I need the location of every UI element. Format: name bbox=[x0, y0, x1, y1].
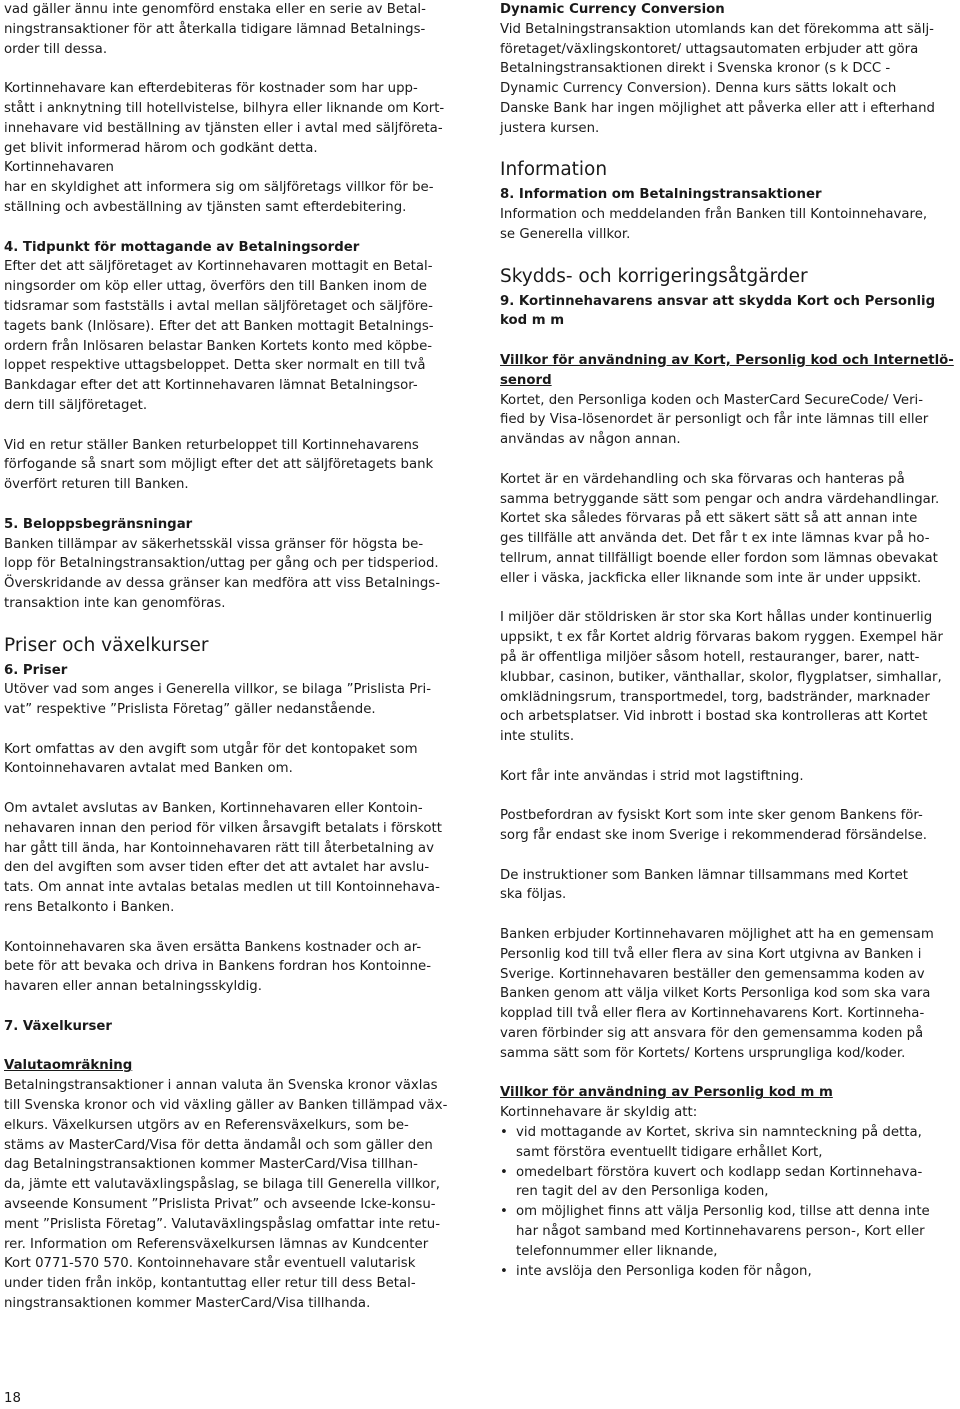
spacer bbox=[4, 1037, 462, 1057]
prices-heading: Priser och växelkurser bbox=[4, 634, 209, 656]
paragraph-hotel-2: Kortinnehavaren har en skyldighet att informera sig om säljföretags villkor för be- ställning och avbeställning av tjänsten samt efterdebitering. bbox=[4, 160, 434, 215]
list-item: • omedelbart förstöra kuvert och kodlapp sedan Kortinnehava- ren tagit del av den Personliga koden, bbox=[516, 1163, 956, 1203]
section-6-heading: 6. Priser bbox=[4, 662, 68, 678]
section-6-paragraph-2: Kort omfattas av den avgift som utgår för det kontopaket som Kontoinnehavaren avtalat med Banken om. bbox=[4, 741, 418, 777]
usage-terms-paragraph-6: De instruktioner som Banken lämnar tillsammans med Kortet ska följas. bbox=[500, 867, 908, 903]
section-4-heading: 4. Tidpunkt för mottagande av Betalningsorder bbox=[4, 239, 360, 255]
usage-terms-paragraph-1: Kortet, den Personliga koden och MasterCard SecureCode/ Veri- fied by Visa-lösenordet är personligt och får inte lämnas till eller användas av någon annan. bbox=[500, 392, 929, 448]
list-item: • om möjlighet finns att välja Personlig kod, tillse att denna inte har något samband med Kortinnehavarens person-, Kort eller telefonnummer eller liknande, bbox=[516, 1202, 956, 1261]
usage-terms-heading: Villkor för användning av Kort, Personlig kod och Internetlö- senord bbox=[500, 352, 954, 388]
pin-terms-intro: Kortinnehavare är skyldig att: bbox=[500, 1105, 698, 1121]
currency-conversion-paragraph: Betalningstransaktioner i annan valuta än Svenska kronor växlas till Svenska kronor och vid växling gäller av Banken tillämpad väx- elkurs. Växelkursen utgörs av en Referensväxelkurs, som be- stäms av MasterCard/Visa för detta ändamål och som gäller den dag Betalningstransaktionen kommer MasterCard/Visa tillhan- da, jämte ett valutaväxlingspåslag, se bilaga till Generella villkor, avseende Konsument ”Prislista Privat” och avseende Icke-konsu- ment ”Prislista Företag”. Valutaväxlingspåslag omfattar inte retu- rer. Information om Referensväxelkursen lämnas av Kundcenter Kort 0771-570 570. Kontoinnehavare står eventuell valutarisk under tiden från inköp, kontantuttag eller retur till dess Betal- ningstransaktionen kommer MasterCard/Visa tillhanda. bbox=[4, 1078, 448, 1311]
paragraph-intro: vad gäller ännu inte genomförd enstaka eller en serie av Betal- ningstransaktioner för att återkalla tidigare lämnad Betalnings- order till dessa. bbox=[4, 2, 426, 57]
section-8-paragraph: Information och meddelanden från Banken till Kontoinnehavare, se Generella villkor. bbox=[500, 207, 928, 242]
section-6-paragraph-1: Utöver vad som anges i Generella villkor, se bilaga ”Prislista Pri- vat” respektive ”Prislista Företag” gäller nedanstående. bbox=[4, 682, 432, 718]
section-9-heading: 9. Kortinnehavarens ansvar att skydda Kort och Personlig kod m m bbox=[500, 293, 936, 329]
section-6-paragraph-4: Kontoinnehavaren ska även ersätta Bankens kostnader och ar- bete för att bevaka och driva in Bankens fordran hos Kontoinne- havaren eller annan betalningsskyldig. bbox=[4, 939, 431, 995]
left-column bbox=[4, 0, 462, 1334]
usage-terms-paragraph-7: Banken erbjuder Kortinnehavaren möjlighet att ha en gemensam Personlig kod till två eller flera av sina Kort utgivna av Banken i Sverige. Kortinnehavaren beställer den gemensamma koden av Banken genom att välja vilket Korts Personliga kod som ska vara kopplad till två eller flera av Kortinnehavarens Kort. Kortinneha- varen förbinder sig att ansvara för den gemensamma koden på samma sätt som för Kortets/ Kortens ursprungliga kod/koder. bbox=[500, 927, 934, 1061]
section-8-heading: 8. Information om Betalningstransaktioner bbox=[500, 187, 822, 203]
pin-terms-heading: Villkor för användning av Personlig kod m m bbox=[500, 1085, 833, 1101]
list-item: • vid mottagande av Kortet, skriva sin namnteckning på detta, samt förstöra eventuellt tidigare erhållet Kort, bbox=[516, 1123, 956, 1163]
list-item: • inte avslöja den Personliga koden för någon, bbox=[516, 1262, 956, 1282]
usage-terms-paragraph-4: Kort får inte användas i strid mot lagstiftning. bbox=[500, 768, 804, 784]
protection-heading: Skydds- och korrigeringsåtgärder bbox=[500, 265, 808, 287]
page-number: 18 bbox=[4, 1391, 21, 1406]
pin-terms-list bbox=[500, 1123, 956, 1281]
section-5-paragraph: Banken tillämpar av säkerhetsskäl vissa gränser för högsta be- lopp för Betalningstransaktion/uttag per gång och per tidsperiod. Överskridande av dessa gränser kan medföra att viss Betalnings- transaktion inte kan genomföras. bbox=[4, 536, 441, 611]
usage-terms-paragraph-2: Kortet är en värdehandling och ska förvaras och hanteras på samma betryggande sätt som pengar och andra värdehandlingar. Kortet ska således förvaras på ett säkert sätt så att annan inte ges tillfälle att använda det. Det får t ex inte lämnas kvar på ho- tellrum, annat tillfälligt boende eller fordon som lämnas obevakat eller i väska, jackficka eller liknande som inte är under uppsikt. bbox=[500, 471, 940, 586]
spacer bbox=[500, 331, 956, 351]
section-4-paragraph-2: Vid en retur ställer Banken returbeloppet till Kortinnehavarens förfogande så snart som möjligt efter det att säljföretagets bank överfört returen till Banken. bbox=[4, 437, 434, 493]
dcc-paragraph: Vid Betalningstransaktion utomlands kan det förekomma att sälj- företaget/växlingskontoret/ uttagsautomaten erbjuder att göra Betalningstransaktionen direkt i Svenska kronor (s k DCC - Dynamic Currency Conversion). Denna kurs sätts lokalt och Danske Bank har ingen möjlighet att påverka eller att i efterhand justera kursen. bbox=[500, 21, 935, 136]
section-6-paragraph-3: Om avtalet avslutas av Banken, Kortinnehavaren eller Kontoin- nehavaren innan den period för vilken årsavgift betalats i förskott har gått till ända, har Kontoinnehavaren rätt till återbetalning av den del avgiften som avser tiden efter det att avtalet har avslu- tats. Om annat inte avtalas betalas medlen ut till Kontoinnehava- rens Betalkonto i Banken. bbox=[4, 801, 442, 916]
paragraph-hotel-1: Kortinnehavare kan efterdebiteras för kostnader som har upp- stått i anknytning till hotellvistelse, bilhyra eller liknande om Kort- innehavare vid beställning av tjänsten eller i avtal med säljföreta- get blivit informerad härom och godkänt detta. bbox=[4, 81, 445, 156]
information-heading: Information bbox=[500, 159, 608, 181]
section-4-paragraph-1: Efter det att säljföretaget av Kortinnehavaren mottagit en Betal- ningsorder om köp eller uttag, överförs den till Banken inom de tidsramar som fastställs i avtal mellan säljföretaget och säljföre- tagets bank (Inlösare). Efter det att Banken mottagit Betalnings- ordern från Inlösaren belastar Banken Kortets konto med köpbe- loppet respektive uttagsbeloppet. Detta sker normalt en till två Bankdagar efter det att Kortinnehavaren lämnat Betalningsor- dern till säljföretaget. bbox=[4, 259, 434, 413]
usage-terms-paragraph-3: I miljöer där stöldrisken är stor ska Kort hållas under kontinuerlig uppsikt, t ex får Kortet aldrig förvaras bakom ryggen. Exempel här på är offentliga miljöer såsom hotell, restauranger, barer, natt- klubbar, casinon, butiker, vänthallar, skolor, flygplatser, simhallar, omklädningsrum, transportmedel, torg, badstränder, marknader och arbetsplatser. Vid inbrott i bostad ska kontrolleras att Kortet inte stulits. bbox=[500, 610, 943, 745]
usage-terms-paragraph-5: Postbefordran av fysiskt Kort som inte sker genom Bankens för- sorg får endast ske inom Sverige i rekommenderad försändelse. bbox=[500, 808, 928, 844]
currency-conversion-heading: Valutaomräkning bbox=[4, 1058, 133, 1074]
right-column bbox=[500, 0, 956, 1281]
dcc-heading: Dynamic Currency Conversion bbox=[500, 2, 725, 17]
section-5-heading: 5. Beloppsbegränsningar bbox=[4, 516, 193, 532]
section-7-heading: 7. Växelkurser bbox=[4, 1018, 112, 1034]
